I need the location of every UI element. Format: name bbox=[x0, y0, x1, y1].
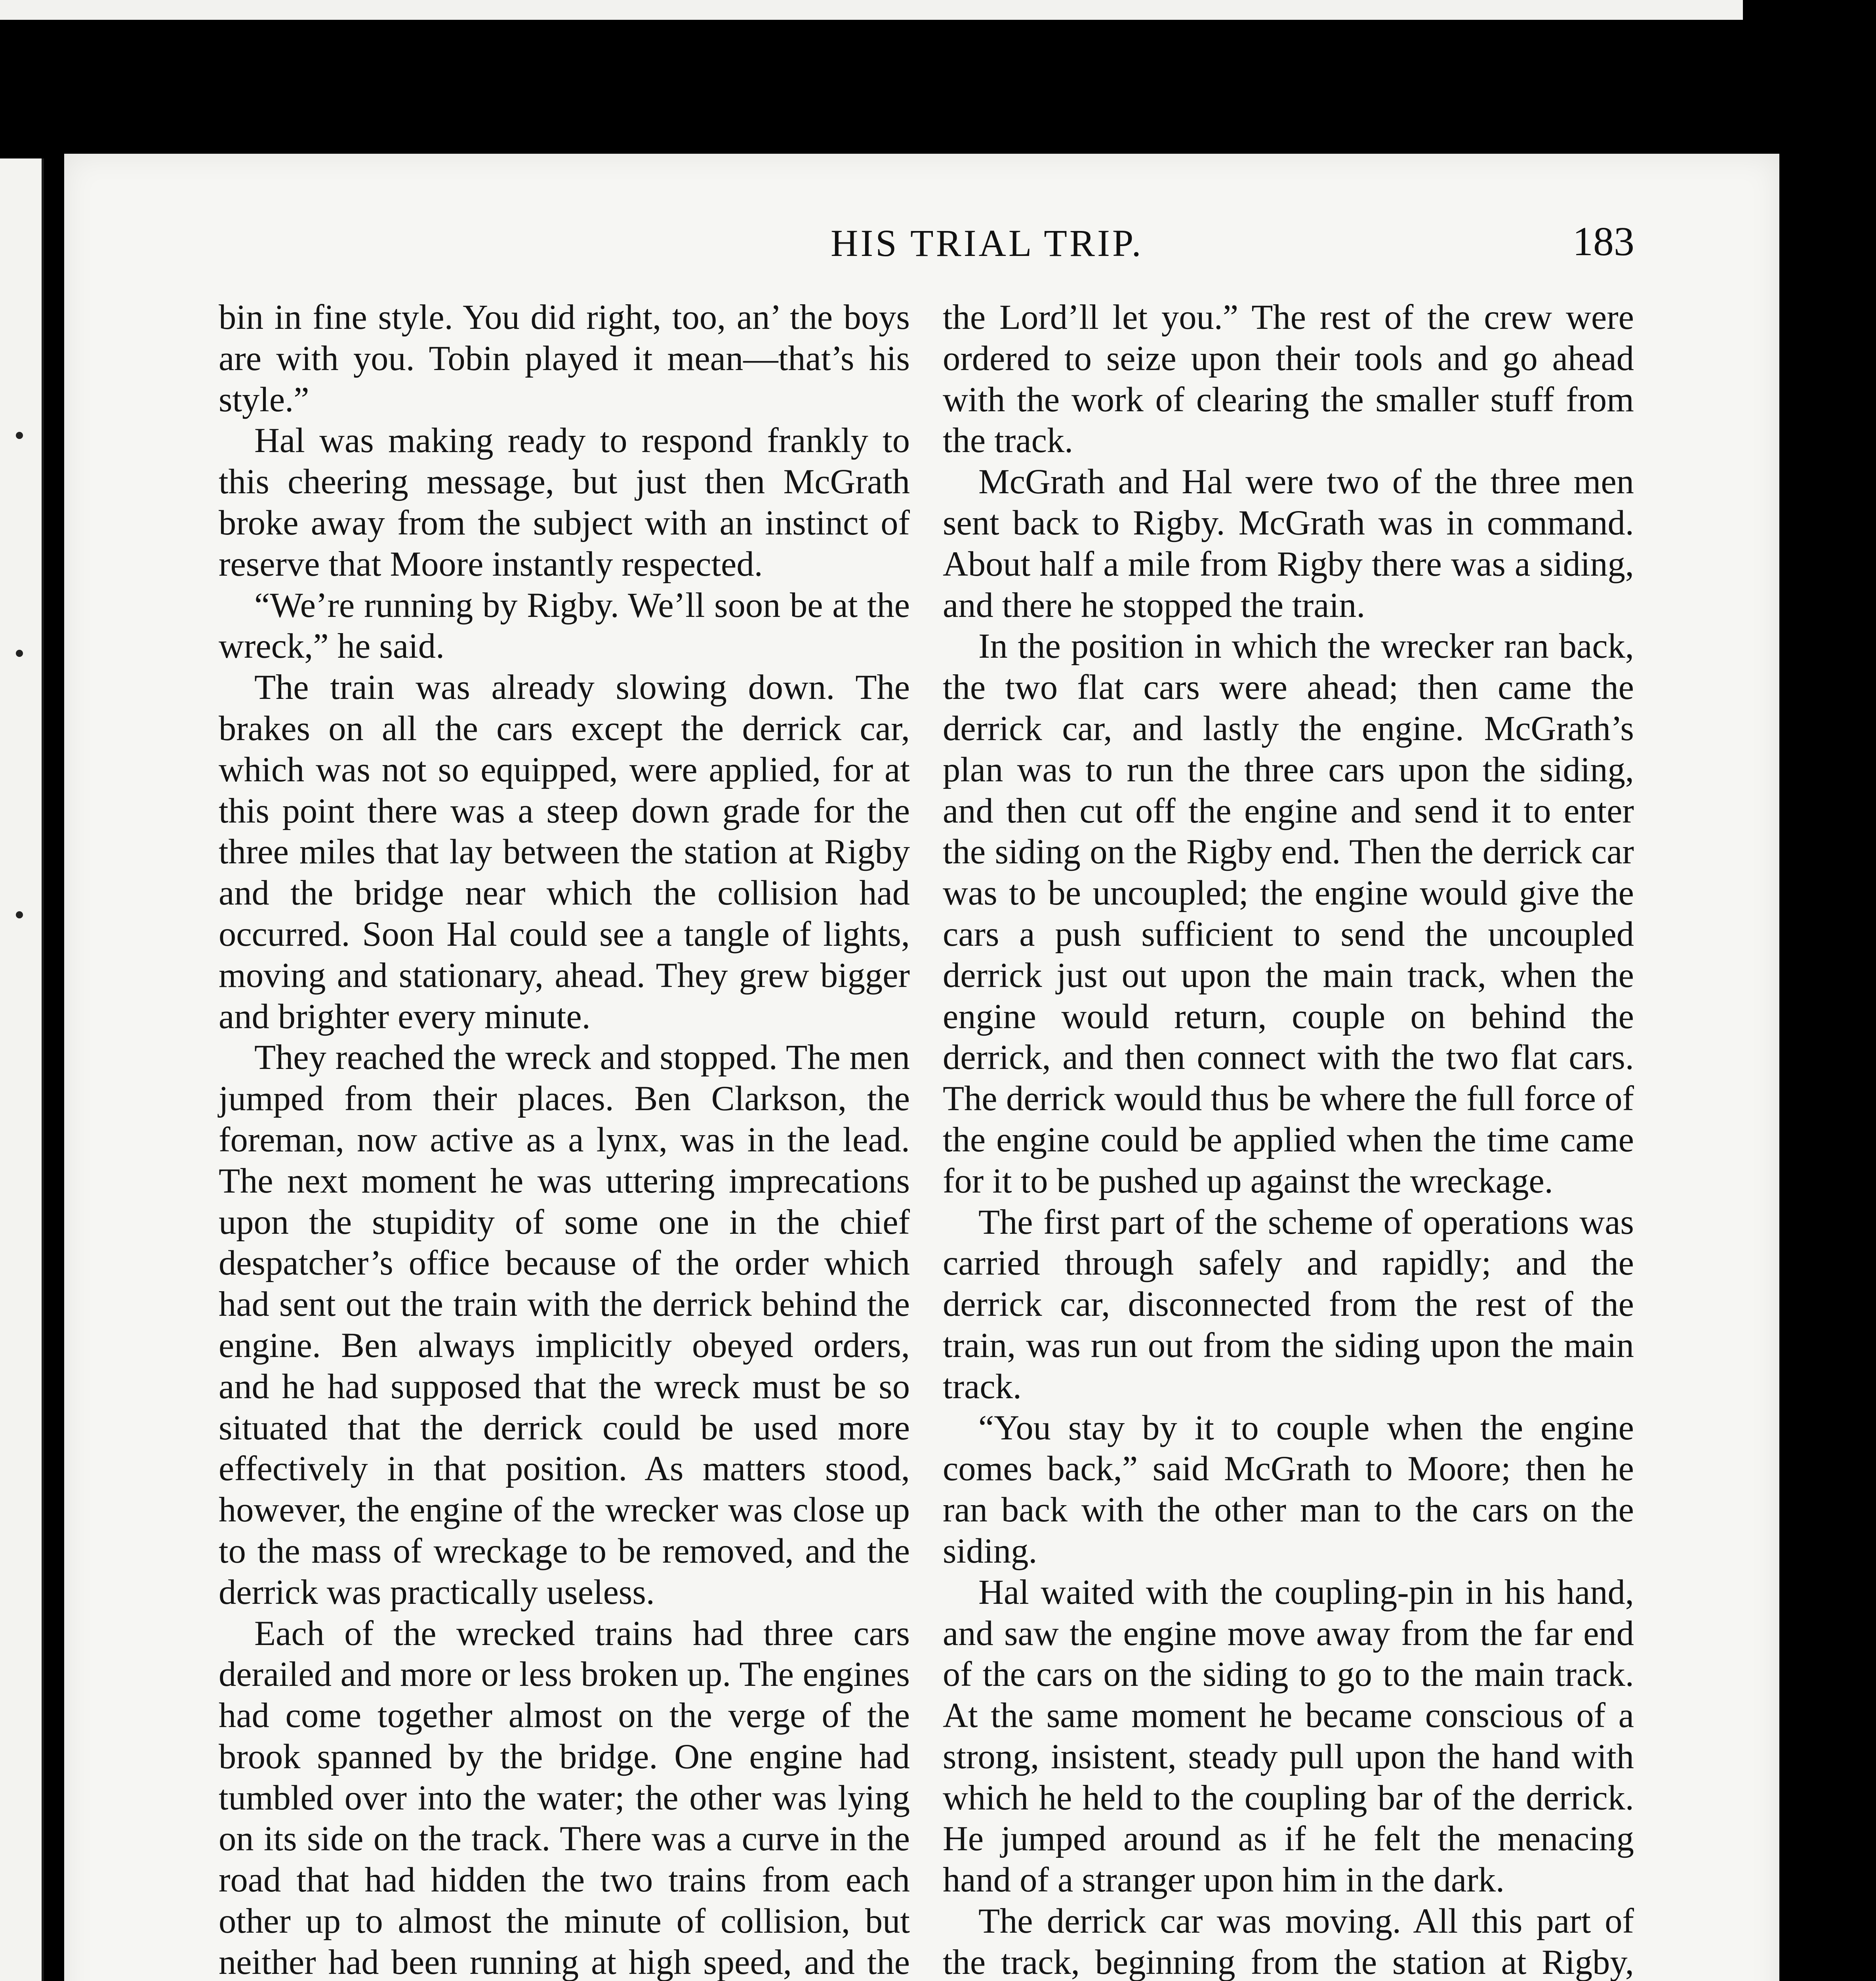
paragraph: Each of the wrecked trains had three cars derailed and more or less broken up. The engines had come together almost on the verge of the brook spanned by the bridge. One engine had tumbled over into the water; the other was lying on its side on the track. There was a curve in the road that had hidden the two trains from each other up to almost the minute of collision, but neither had been running at high speed, and the bbox=[219, 1614, 910, 1981]
paragraph: They reached the wreck and stopped. The men jumped from their places. Ben Clarkson, the foreman, now active as a lynx, was in the lead. The next moment he was uttering imprecations upon the stupidity of some one in the chief despatcher’s office because of the order which had sent out the train with the derrick behind the engine. Ben always implicitly obeyed orders, and he had supposed that the wreck must be so situated that the derrick could be used more effectively in that position. As matters stood, however, the engine of the wrecker was close up to the mass of wreckage to be removed, and the derrick was practically useless. bbox=[219, 1038, 910, 1612]
page-number: 183 bbox=[1573, 219, 1634, 264]
paragraph: In the position in which the wrecker ran back, the two flat cars were ahead; then came the derrick car, and lastly the engine. McGrath’s plan was to run the three cars upon the siding, and then cut off the engine and send it to enter the siding on the Rigby end. Then the derrick car was to be uncoupled; the engine would give the cars a push sufficient to send the uncoupled derrick just out upon the main track, when the engine would return, couple on behind the derrick, and then connect with the two flat cars. The derrick would thus be where the full force of the engine could be applied when the time came for it to be pushed up against the wreckage. bbox=[943, 627, 1634, 1200]
paragraph: bin in fine style. You did right, too, an’ the boys are with you. Tobin played it mean—that’s his style.” bbox=[219, 298, 910, 419]
paragraph: “You stay by it to couple when the engine comes back,” said McGrath to Moore; then he ran back with the other man to the cars on the siding. bbox=[943, 1408, 1634, 1571]
paragraph: the Lord’ll let you.” The rest of the crew were ordered to seize upon their tools and go ahead with the work of clearing the smaller stuff from the track. bbox=[943, 298, 1634, 460]
paragraph: Hal waited with the coupling-pin in his hand, and saw the engine move away from the far end of the cars on the siding to go to the main track. At the same moment he became conscious of a strong, insistent, steady pull upon the hand with which he held to the coupling bar of the derrick. He jumped around as if he felt the menacing hand of a stranger upon him in the dark. bbox=[943, 1573, 1634, 1900]
paragraph: The train was already slowing down. The brakes on all the cars except the derrick car, which was not so equipped, were applied, for at this point there was a steep down grade for the three miles that lay between the station at Rigby and the bridge near which the collision had occurred. Soon Hal could see a tangle of lights, moving and stationary, ahead. They grew bigger and brighter every minute. bbox=[219, 668, 910, 1036]
paragraph: McGrath and Hal were two of the three men sent back to Rigby. McGrath was in command. About half a mile from Rigby there was a siding, and there he stopped the train. bbox=[943, 462, 1634, 625]
paragraph: The first part of the scheme of operations was carried through safely and rapidly; and the derrick car, disconnected from the rest of the train, was run out from the siding upon the main track. bbox=[943, 1202, 1634, 1406]
paragraph: The derrick car was moving. All this part of the track, beginning from the station at Rigby, bbox=[943, 1902, 1634, 1981]
facing-page-edge bbox=[0, 158, 44, 1981]
margin-speck bbox=[16, 650, 23, 657]
paragraph: “We’re running by Rigby. We’ll soon be at the wreck,” he said. bbox=[219, 586, 910, 666]
paragraph: Hal was making ready to respond frankly to this cheering message, but just then McGrath broke away from the subject with an instinct of reserve that Moore instantly respected. bbox=[219, 421, 910, 584]
margin-speck bbox=[16, 911, 23, 918]
scan-background-strip bbox=[0, 0, 1743, 20]
right-column bbox=[943, 297, 1634, 1981]
running-head: HIS TRIAL TRIP. bbox=[831, 222, 1144, 264]
book-page bbox=[64, 154, 1779, 1981]
margin-speck bbox=[16, 432, 23, 439]
left-column bbox=[219, 297, 910, 1981]
